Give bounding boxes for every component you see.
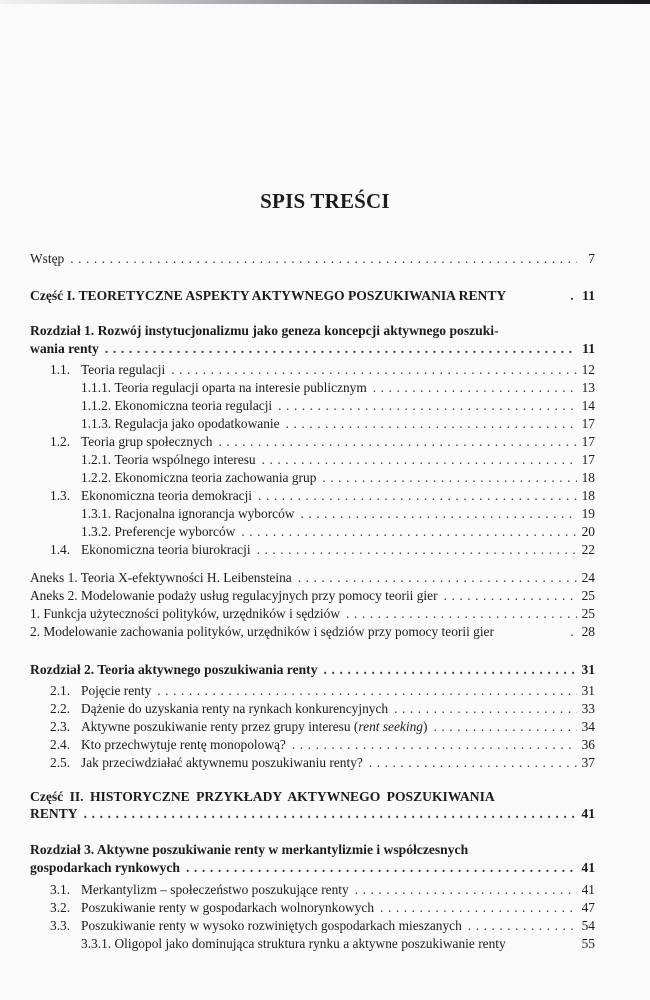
toc-entry-annex-2-2[interactable]	[30, 624, 595, 640]
entry-title: Oligopol jako dominująca struktura rynku a aktywne poszukiwanie renty	[114, 936, 506, 951]
entry-number: 1.3.2.	[81, 524, 112, 539]
leader-dots	[171, 362, 577, 378]
entry-title: Ekonomiczna teoria zachowania grup	[114, 470, 317, 485]
leader-dots	[355, 882, 577, 898]
entry-number: 1.2.	[50, 434, 71, 449]
entry-number: 3.1.	[50, 882, 71, 897]
leader-dots	[394, 701, 577, 717]
toc-entry-1-4[interactable]	[50, 542, 595, 558]
toc-entry-annex-2-1[interactable]	[30, 606, 595, 622]
leader-dots	[444, 588, 577, 604]
leader-dots	[218, 434, 577, 450]
page-number: 13	[581, 380, 595, 395]
page-number: 14	[581, 398, 595, 413]
page-number: 17	[581, 434, 595, 449]
page-number: 37	[581, 755, 595, 770]
leader-dots	[257, 542, 577, 558]
toc-entry-part-1[interactable]	[30, 288, 595, 304]
entry-title: Ekonomiczna teoria regulacji	[114, 398, 273, 413]
leader-dots	[105, 341, 577, 357]
page-number: 41	[581, 882, 595, 897]
page-number: 22	[581, 542, 595, 557]
toc-entry-1-1[interactable]	[50, 362, 595, 378]
entry-number: 2.2.	[50, 701, 71, 716]
leader-dots	[262, 452, 577, 468]
page-number: 31	[581, 683, 595, 698]
page-number: 17	[581, 452, 595, 467]
toc-entry-1-3-2[interactable]	[81, 524, 595, 540]
page-number: 11	[582, 341, 595, 356]
toc-entry-1-3[interactable]	[50, 488, 595, 504]
toc-entry-3-2[interactable]	[50, 900, 595, 916]
leader-dots	[84, 806, 577, 822]
page-number: 11	[582, 288, 595, 303]
leader-dots	[433, 719, 577, 735]
page-number: 18	[581, 470, 595, 485]
entry-title: Kto przechwytuje rentę monopolową?	[81, 737, 286, 752]
entry-number: 3.3.	[50, 918, 71, 933]
leader-dots	[324, 662, 577, 678]
entry-title: Rozdział 2. Teoria aktywnego poszukiwania renty	[30, 662, 318, 677]
toc-entry-3-3-1[interactable]	[81, 936, 595, 952]
page-number: 55	[581, 936, 595, 951]
toc-entry-part-2-line1[interactable]: Część II. HISTORYCZNE PRZYKŁADY AKTYWNEGO POSZUKIWANIA	[30, 789, 495, 804]
page-number: 24	[581, 570, 595, 585]
leader-dots	[241, 524, 577, 540]
entry-title: wania renty	[30, 341, 99, 356]
entry-title: Aneks 1. Teoria X-efektywności H. Leibensteina	[30, 570, 292, 585]
italic-term: rent seeking	[358, 719, 423, 734]
entry-title: Poszukiwanie renty w wysoko rozwiniętych gospodarkach mieszanych	[81, 918, 462, 933]
toc-entry-3-3[interactable]	[50, 918, 595, 934]
leader-dots	[258, 488, 577, 504]
entry-title: RENTY	[30, 806, 78, 821]
leader-dots	[300, 506, 577, 522]
entry-number: 1.1.3.	[81, 416, 112, 431]
toc-entry-annex-2[interactable]	[30, 588, 595, 604]
entry-number: 1.1.	[50, 362, 71, 377]
toc-entry-1-2-1[interactable]	[81, 452, 595, 468]
entry-title: Merkantylizm – społeczeństwo poszukujące renty	[81, 882, 349, 897]
toc-entry-1-2[interactable]	[50, 434, 595, 450]
page-number: 47	[581, 900, 595, 915]
entry-title: 1. Funkcja użyteczności polityków, urzędników i sędziów	[30, 606, 341, 621]
page-number: 7	[588, 251, 595, 266]
leader-dots: .	[570, 288, 577, 303]
leader-dots	[292, 737, 577, 753]
entry-title: Pojęcie renty	[81, 683, 152, 698]
toc-entry-2-5[interactable]	[50, 755, 595, 771]
toc-entry-2-1[interactable]	[50, 683, 595, 699]
entry-title: gospodarkach rynkowych	[30, 860, 180, 875]
entry-title: Ekonomiczna teoria biurokracji	[81, 542, 251, 557]
entry-number: 1.2.1.	[81, 452, 112, 467]
toc-entry-chapter-3-line1[interactable]: Rozdział 3. Aktywne poszukiwanie renty w merkantylizmie i współczesnych	[30, 842, 469, 857]
leader-dots	[157, 683, 577, 699]
leader-dots: .	[570, 624, 577, 639]
entry-number: 1.4.	[50, 542, 71, 557]
entry-title: Teoria wspólnego interesu	[114, 452, 256, 467]
entry-title: Preferencje wyborców	[114, 524, 236, 539]
leader-dots	[468, 918, 577, 934]
toc-entry-2-4[interactable]	[50, 737, 595, 753]
toc-entry-chapter-1[interactable]	[30, 341, 595, 357]
entry-title: Teoria regulacji oparta na interesie publicznym	[114, 380, 367, 395]
leader-dots	[186, 860, 577, 876]
leader-dots	[346, 606, 577, 622]
page-number: 41	[581, 806, 595, 821]
page-title: SPIS TREŚCI	[260, 189, 390, 213]
toc-entry-1-1-1[interactable]	[81, 380, 595, 396]
entry-number: 2.3.	[50, 719, 71, 734]
entry-title: Część I. TEORETYCZNE ASPEKTY AKTYWNEGO POSZUKIWANIA RENTY	[30, 288, 507, 303]
toc-entry-2-2[interactable]	[50, 701, 595, 717]
entry-title: Regulacja jako opodatkowanie	[114, 416, 280, 431]
entry-number: 1.3.1.	[81, 506, 112, 521]
page-number: 20	[581, 524, 595, 539]
scan-edge-shadow	[0, 0, 650, 4]
entry-title: Racjonalna ignorancja wyborców	[114, 506, 295, 521]
toc-entry-chapter-2[interactable]	[30, 662, 595, 678]
leader-dots	[369, 755, 577, 771]
page-number: 25	[581, 606, 595, 621]
entry-title: Ekonomiczna teoria demokracji	[81, 488, 253, 503]
toc-entry-1-1-3[interactable]	[81, 416, 595, 432]
toc-entry-part-2[interactable]	[30, 806, 595, 822]
page-number: 36	[581, 737, 595, 752]
toc-entry-introduction[interactable]	[30, 251, 595, 267]
entry-title: Jak przeciwdziałać aktywnemu poszukiwaniu renty?	[81, 755, 363, 770]
entry-title: Dążenie do uzyskania renty na rynkach konkurencyjnych	[81, 701, 389, 716]
entry-number: 3.2.	[50, 900, 71, 915]
entry-number: 1.2.2.	[81, 470, 112, 485]
toc-entry-1-2-2[interactable]	[81, 470, 595, 486]
page-number: 18	[581, 488, 595, 503]
entry-title: Teoria grup społecznych	[81, 434, 213, 449]
leader-dots	[322, 470, 577, 486]
leader-dots	[380, 900, 577, 916]
entry-title: Teoria regulacji	[81, 362, 166, 377]
toc-entry-chapter-3[interactable]	[30, 860, 595, 876]
page-number: 25	[581, 588, 595, 603]
page-number: 33	[581, 701, 595, 716]
entry-number: 2.5.	[50, 755, 71, 770]
entry-number: 1.1.2.	[81, 398, 112, 413]
entry-title: Aktywne poszukiwanie renty przez grupy interesu (rent seeking)	[81, 719, 428, 734]
leader-dots	[70, 251, 577, 267]
leader-dots	[373, 380, 577, 396]
page-number: 12	[581, 362, 595, 377]
entry-number: 2.1.	[50, 683, 71, 698]
page-number: 34	[581, 719, 595, 734]
toc-entry-1-1-2[interactable]	[81, 398, 595, 414]
page-number: 28	[581, 624, 595, 639]
toc-entry-1-3-1[interactable]	[81, 506, 595, 522]
leader-dots	[286, 416, 577, 432]
toc-entry-annex-1[interactable]	[30, 570, 595, 586]
entry-title: Aneks 2. Modelowanie podaży usług regulacyjnych przy pomocy teorii gier	[30, 588, 438, 603]
entry-title: 2. Modelowanie zachowania polityków, urzędników i sędziów przy pomocy teorii gier	[30, 624, 494, 639]
page-number: 31	[581, 662, 595, 677]
entry-number: 2.4.	[50, 737, 71, 752]
entry-title: Wstęp	[30, 251, 65, 266]
entry-number: 1.3.	[50, 488, 71, 503]
entry-title: Poszukiwanie renty w gospodarkach wolnorynkowych	[81, 900, 375, 915]
page-number: 54	[581, 918, 595, 933]
toc-entry-3-1[interactable]	[50, 882, 595, 898]
page-number: 41	[581, 860, 595, 875]
page-number: 19	[581, 506, 595, 521]
toc-entry-chapter-1-line1[interactable]: Rozdział 1. Rozwój instytucjonalizmu jako geneza koncepcji aktywnego poszuki-	[30, 323, 499, 338]
entry-number: 3.3.1.	[81, 936, 112, 951]
leader-dots	[278, 398, 577, 414]
entry-number: 1.1.1.	[81, 380, 112, 395]
page-number: 17	[581, 416, 595, 431]
leader-dots	[298, 570, 577, 586]
toc-entry-2-3[interactable]	[50, 719, 595, 735]
